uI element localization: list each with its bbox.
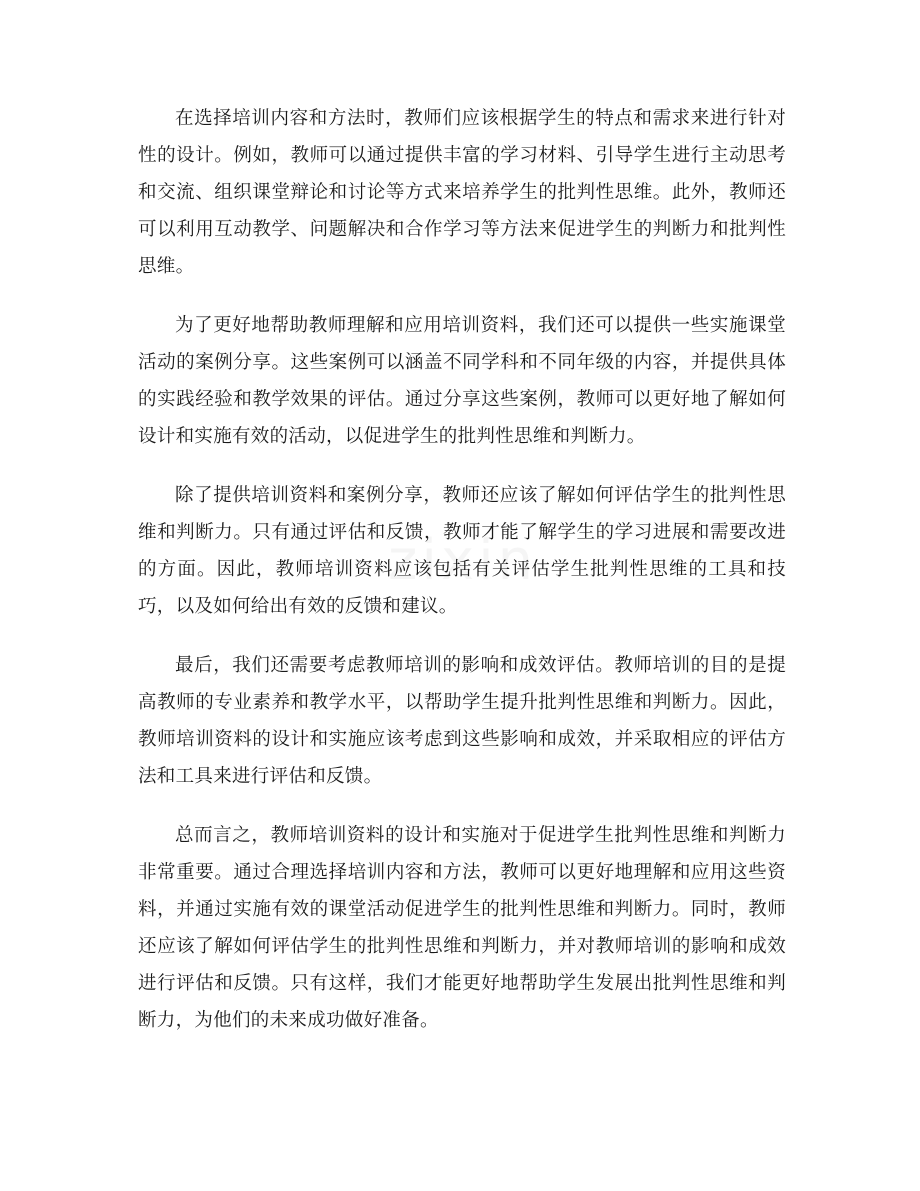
paragraph-1: 在选择培训内容和方法时，教师们应该根据学生的特点和需求来进行针对性的设计。例如，教师可以通过提供丰富的学习材料、引导学生进行主动思考和交流、组织课堂辩论和讨论等方式来培养学生的批判性思维。此外，教师还可以利用互动教学、问题解决和合作学习等方法来促进学生的判断力和批判性思维。 <box>138 108 786 277</box>
paragraph-2: 为了更好地帮助教师理解和应用培训资料，我们还可以提供一些实施课堂活动的案例分享。这些案例可以涵盖不同学科和不同年级的内容，并提供具体的实践经验和教学效果的评估。通过分享这些案例，教师可以更好地了解如何设计和实施有效的活动，以促进学生的批判性思维和判断力。 <box>138 315 786 447</box>
paragraph-5: 总而言之，教师培训资料的设计和实施对于促进学生批判性思维和判断力非常重要。通过合理选择培训内容和方法，教师可以更好地理解和应用这些资料，并通过实施有效的课堂活动促进学生的批判性思维和判断力。同时，教师还应该了解如何评估学生的批判性思维和判断力，并对教师培训的影响和成效进行评估和反馈。只有这样，我们才能更好地帮助学生发展出批判性思维和判断力，为他们的未来成功做好准备。 <box>138 825 786 1031</box>
paragraph-3: 除了提供培训资料和案例分享，教师还应该了解如何评估学生的批判性思维和判断力。只有通过评估和反馈，教师才能了解学生的学习进展和需要改进的方面。因此，教师培训资料应该包括有关评估学生批判性思维的工具和技巧，以及如何给出有效的反馈和建议。 <box>138 485 786 617</box>
document-body <box>138 100 786 1061</box>
paragraph-4: 最后，我们还需要考虑教师培训的影响和成效评估。教师培训的目的是提高教师的专业素养和教学水平，以帮助学生提升批判性思维和判断力。因此，教师培训资料的设计和实施应该考虑到这些影响和成效，并采取相应的评估方法和工具来进行评估和反馈。 <box>138 655 786 787</box>
